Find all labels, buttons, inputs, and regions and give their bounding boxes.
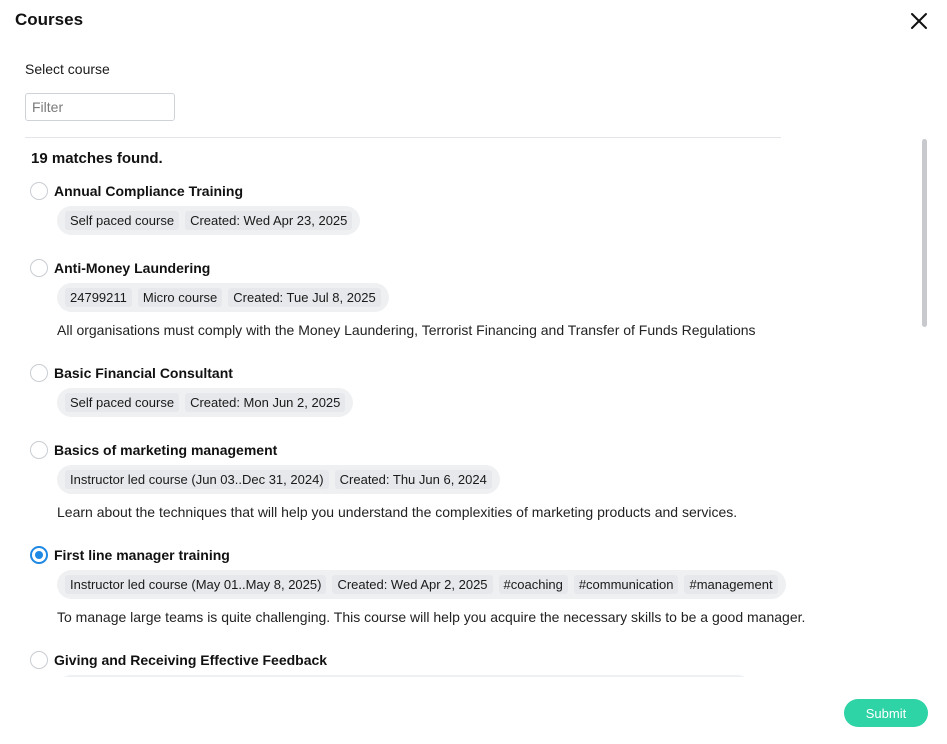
course-description: To manage large teams is quite challenging. This course will help you acquire the necessary skills to be a good manager. <box>57 609 806 625</box>
course-tag: Micro course <box>138 288 222 307</box>
course-radio[interactable] <box>30 441 48 459</box>
course-tag: #communication <box>574 575 679 594</box>
course-meta-chips <box>57 206 360 235</box>
course-name[interactable]: Anti-Money Laundering <box>54 260 211 276</box>
course-tag: Created: Wed Apr 23, 2025 <box>185 211 352 230</box>
divider <box>25 137 781 138</box>
course-tag: Self paced course <box>65 211 179 230</box>
dialog-title: Courses <box>15 10 84 29</box>
matches-count: 19 matches found. <box>31 150 163 167</box>
course-tag: Self paced course <box>65 393 179 412</box>
course-meta-chips <box>57 388 353 417</box>
close-icon <box>906 9 932 33</box>
course-tag: #coaching <box>499 575 568 594</box>
course-tag: Created: Thu Jun 6, 2024 <box>335 470 492 489</box>
course-radio[interactable] <box>30 259 48 277</box>
course-radio[interactable] <box>30 651 48 669</box>
course-tag: Created: Mon Jun 2, 2025 <box>185 393 345 412</box>
course-meta-chips <box>57 675 752 677</box>
course-tag: Created: Tue Jul 8, 2025 <box>228 288 380 307</box>
course-name[interactable]: Annual Compliance Training <box>54 183 244 199</box>
course-radio[interactable] <box>30 182 48 200</box>
course-tag: Created: Wed Apr 2, 2025 <box>332 575 492 594</box>
course-results-list[interactable] <box>0 140 918 677</box>
course-tag: Instructor led course (May 01..May 8, 2025) <box>65 575 326 594</box>
close-button[interactable] <box>906 9 932 33</box>
select-course-label: Select course <box>25 61 110 77</box>
course-tag: 24799211 <box>65 288 132 307</box>
course-name[interactable]: First line manager training <box>54 547 230 563</box>
course-tag: #management <box>684 575 777 594</box>
course-meta-chips <box>57 570 786 599</box>
submit-button[interactable]: Submit <box>844 699 928 727</box>
scrollbar[interactable] <box>921 137 928 677</box>
course-description: All organisations must comply with the Money Laundering, Terrorist Financing and Transfer of Funds Regulations <box>57 322 756 338</box>
course-name[interactable]: Basics of marketing management <box>54 442 278 458</box>
course-tag: Instructor led course (Jun 03..Dec 31, 2024) <box>65 470 329 489</box>
filter-input[interactable] <box>25 93 175 121</box>
course-meta-chips <box>57 465 500 494</box>
scrollbar-thumb[interactable] <box>922 139 927 327</box>
course-meta-chips <box>57 283 389 312</box>
course-radio[interactable] <box>30 546 48 564</box>
course-name[interactable]: Basic Financial Consultant <box>54 365 233 381</box>
course-description: Learn about the techniques that will help you understand the complexities of marketing products and services. <box>57 504 738 520</box>
course-name[interactable]: Giving and Receiving Effective Feedback <box>54 652 328 668</box>
course-radio[interactable] <box>30 364 48 382</box>
